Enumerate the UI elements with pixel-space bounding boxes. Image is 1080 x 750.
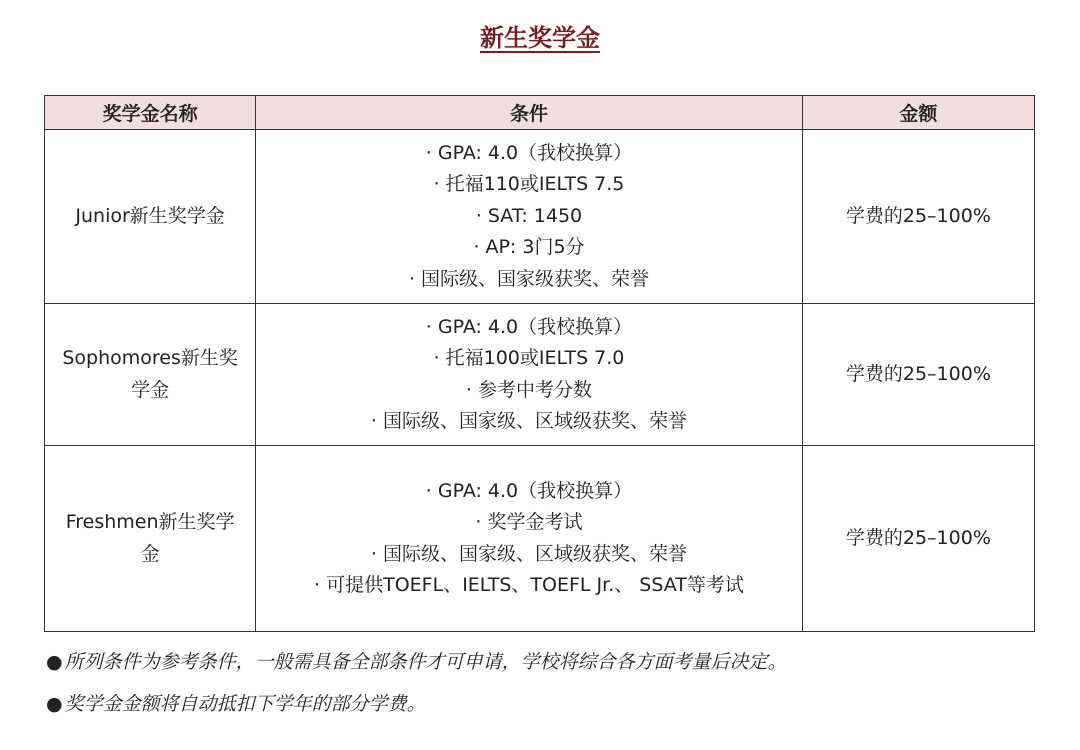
scholarship-table [44,95,1035,632]
condition-item: · GPA: 4.0（我校换算） [425,141,633,164]
header-conditions: 条件 [256,96,803,130]
amount-cell: 学费的25–100% [802,130,1034,304]
scholarship-name-cell: Sophomores新生奖学金 [45,304,256,446]
page-title [0,18,1080,53]
condition-item: · GPA: 4.0（我校换算） [425,315,633,338]
header-scholarship-name: 奖学金名称 [45,96,256,130]
condition-item: · GPA: 4.0（我校换算） [425,479,633,502]
condition-item: · 参考中考分数 [465,378,593,401]
condition-item: · 国际级、国家级、区域级获奖、荣誉 [370,410,688,432]
scholarship-name-cell: Freshmen新生奖学金 [45,446,256,632]
condition-item: · 托福100或IELTS 7.0 [433,347,625,369]
bullet-icon: ● [46,693,63,715]
table-header-row [45,96,1035,130]
condition-item: · 托福110或IELTS 7.5 [433,173,625,196]
condition-item: · 国际级、国家级获奖、荣誉 [408,267,650,290]
condition-item: · 奖学金考试 [475,511,583,533]
header-amount: 金额 [802,96,1034,130]
page-title-text: 新生奖学金 [480,24,600,52]
amount-cell: 学费的25–100% [802,304,1034,446]
table-row [45,130,1035,304]
note-item [46,694,787,715]
bullet-icon: ● [46,651,63,673]
note-text: 奖学金金额将自动抵扣下学年的部分学费。 [64,693,426,715]
condition-item: · SAT: 1450 [475,204,583,227]
table-row [45,304,1035,446]
condition-item: · AP: 3门5分 [473,236,585,259]
conditions-cell [256,304,803,446]
note-item [46,652,787,673]
conditions-cell [256,446,803,632]
scholarship-name-cell: Junior新生奖学金 [45,130,256,304]
condition-item: · 可提供TOEFL、IELTS、TOEFL Jr.、 SSAT等考试 [314,574,744,596]
notes-section [46,652,787,736]
amount-cell: 学费的25–100% [802,446,1034,632]
condition-item: · 国际级、国家级、区域级获奖、荣誉 [370,542,688,565]
note-text: 所列条件为参考条件，一般需具备全部条件才可申请，学校将综合各方面考量后决定。 [64,651,787,673]
table-row [45,446,1035,632]
conditions-cell [256,130,803,304]
